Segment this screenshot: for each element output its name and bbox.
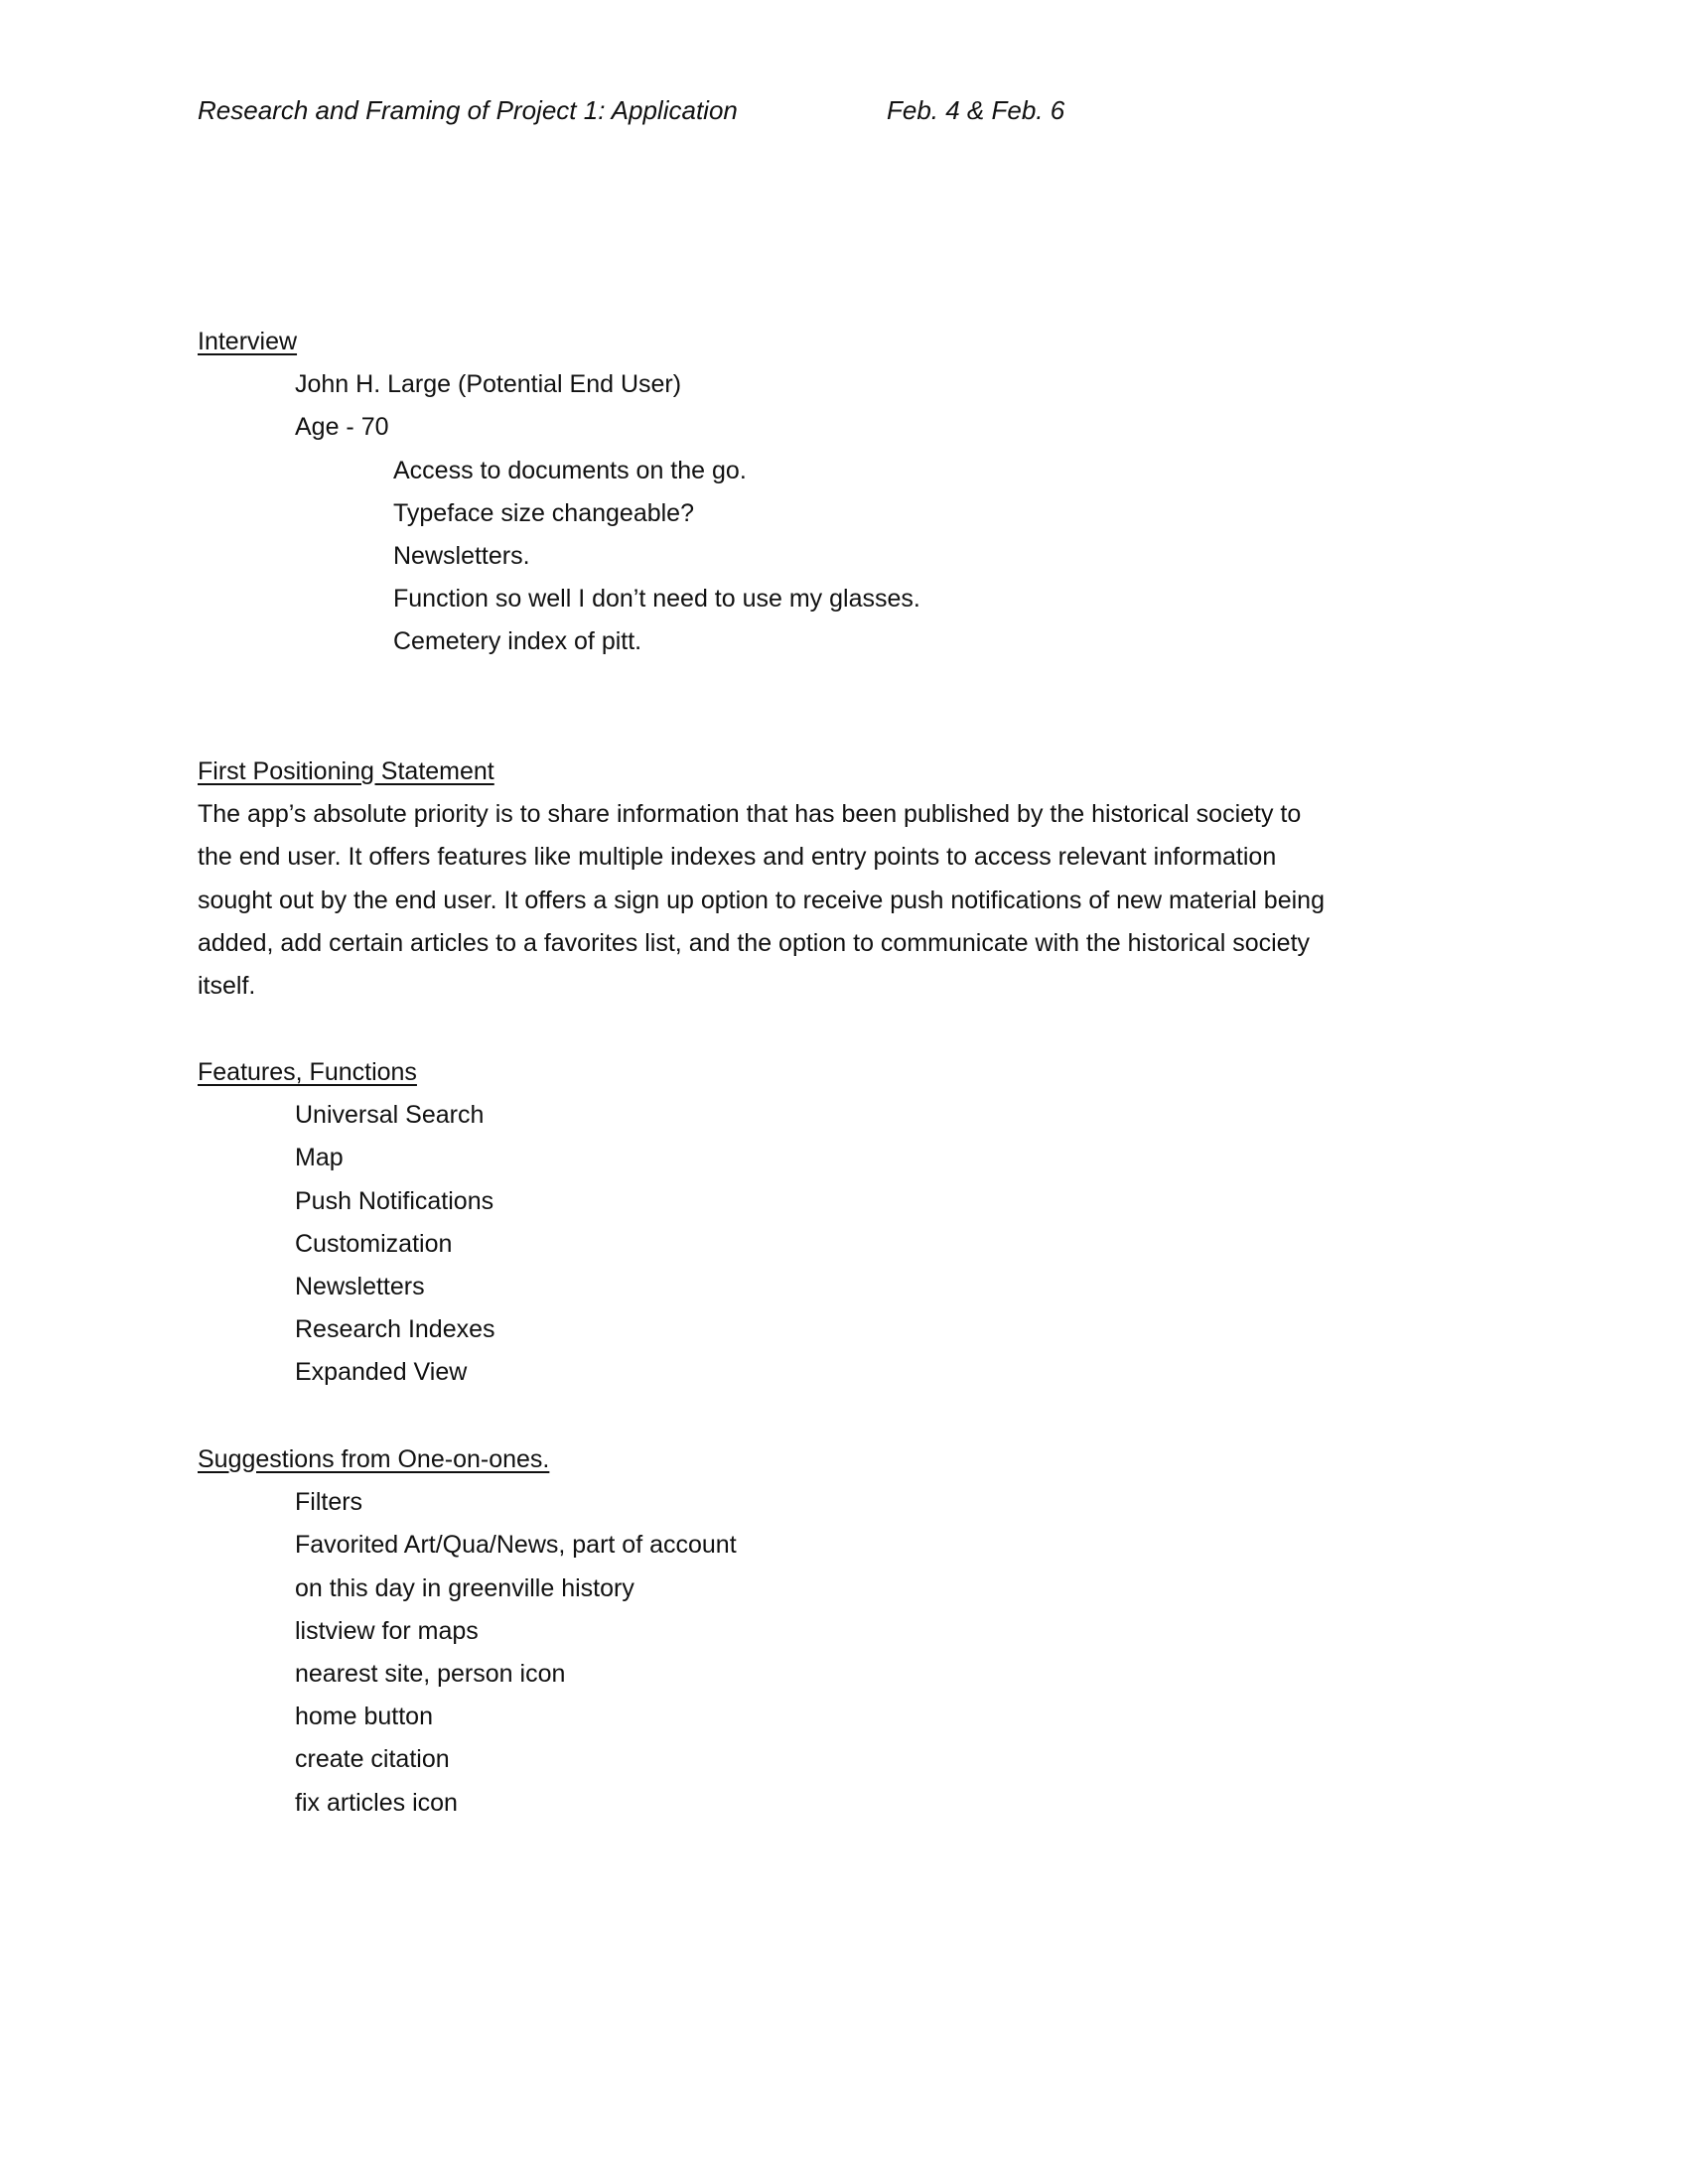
positioning-text-line: The app’s absolute priority is to share information that has been published by the historical society to xyxy=(198,800,1302,829)
interview-section xyxy=(198,321,920,664)
features-section xyxy=(198,1051,495,1395)
positioning-text-line: sought out by the end user. It offers a sign up option to receive push notifications of new material being xyxy=(198,886,1325,914)
feature-item: Push Notifications xyxy=(295,1186,494,1215)
interview-note: Access to documents on the go. xyxy=(393,456,747,484)
suggestion-item: nearest site, person icon xyxy=(295,1659,566,1688)
feature-item: Universal Search xyxy=(295,1101,485,1130)
features-heading: Features, Functions xyxy=(198,1058,417,1086)
interview-note: Cemetery index of pitt. xyxy=(393,627,642,656)
interview-note: Function so well I don’t need to use my glasses. xyxy=(393,585,920,614)
interview-heading: Interview xyxy=(198,328,298,355)
positioning-text-line: itself. xyxy=(198,971,256,1000)
interview-note: Typeface size changeable? xyxy=(393,498,694,527)
suggestion-item: home button xyxy=(295,1703,433,1731)
feature-item: Map xyxy=(295,1144,344,1172)
positioning-text-line: the end user. It offers features like multiple indexes and entry points to access relevant information xyxy=(198,843,1277,872)
suggestion-item: Filters xyxy=(295,1488,363,1517)
document-date: Feb. 4 & Feb. 6 xyxy=(887,95,1065,125)
feature-item: Customization xyxy=(295,1229,453,1258)
suggestion-item: Favorited Art/Qua/News, part of account xyxy=(295,1531,737,1560)
interviewee-age: Age - 70 xyxy=(295,413,389,442)
positioning-heading: First Positioning Statement xyxy=(198,757,494,785)
suggestion-item: on this day in greenville history xyxy=(295,1573,634,1602)
suggestion-item: create citation xyxy=(295,1745,450,1774)
positioning-section xyxy=(198,751,1325,1008)
suggestion-item: listview for maps xyxy=(295,1616,479,1645)
suggestion-item: fix articles icon xyxy=(295,1788,458,1817)
feature-item: Research Indexes xyxy=(295,1315,495,1344)
positioning-text-line: added, add certain articles to a favorites list, and the option to communicate with the historical society xyxy=(198,928,1311,957)
document-title: Research and Framing of Project 1: Application xyxy=(198,95,738,125)
suggestions-heading: Suggestions from One-on-ones. xyxy=(198,1445,550,1473)
suggestions-section xyxy=(198,1438,737,1825)
feature-item: Newsletters xyxy=(295,1272,425,1300)
feature-item: Expanded View xyxy=(295,1358,468,1387)
interview-note: Newsletters. xyxy=(393,541,530,570)
interviewee-name: John H. Large (Potential End User) xyxy=(295,370,682,399)
